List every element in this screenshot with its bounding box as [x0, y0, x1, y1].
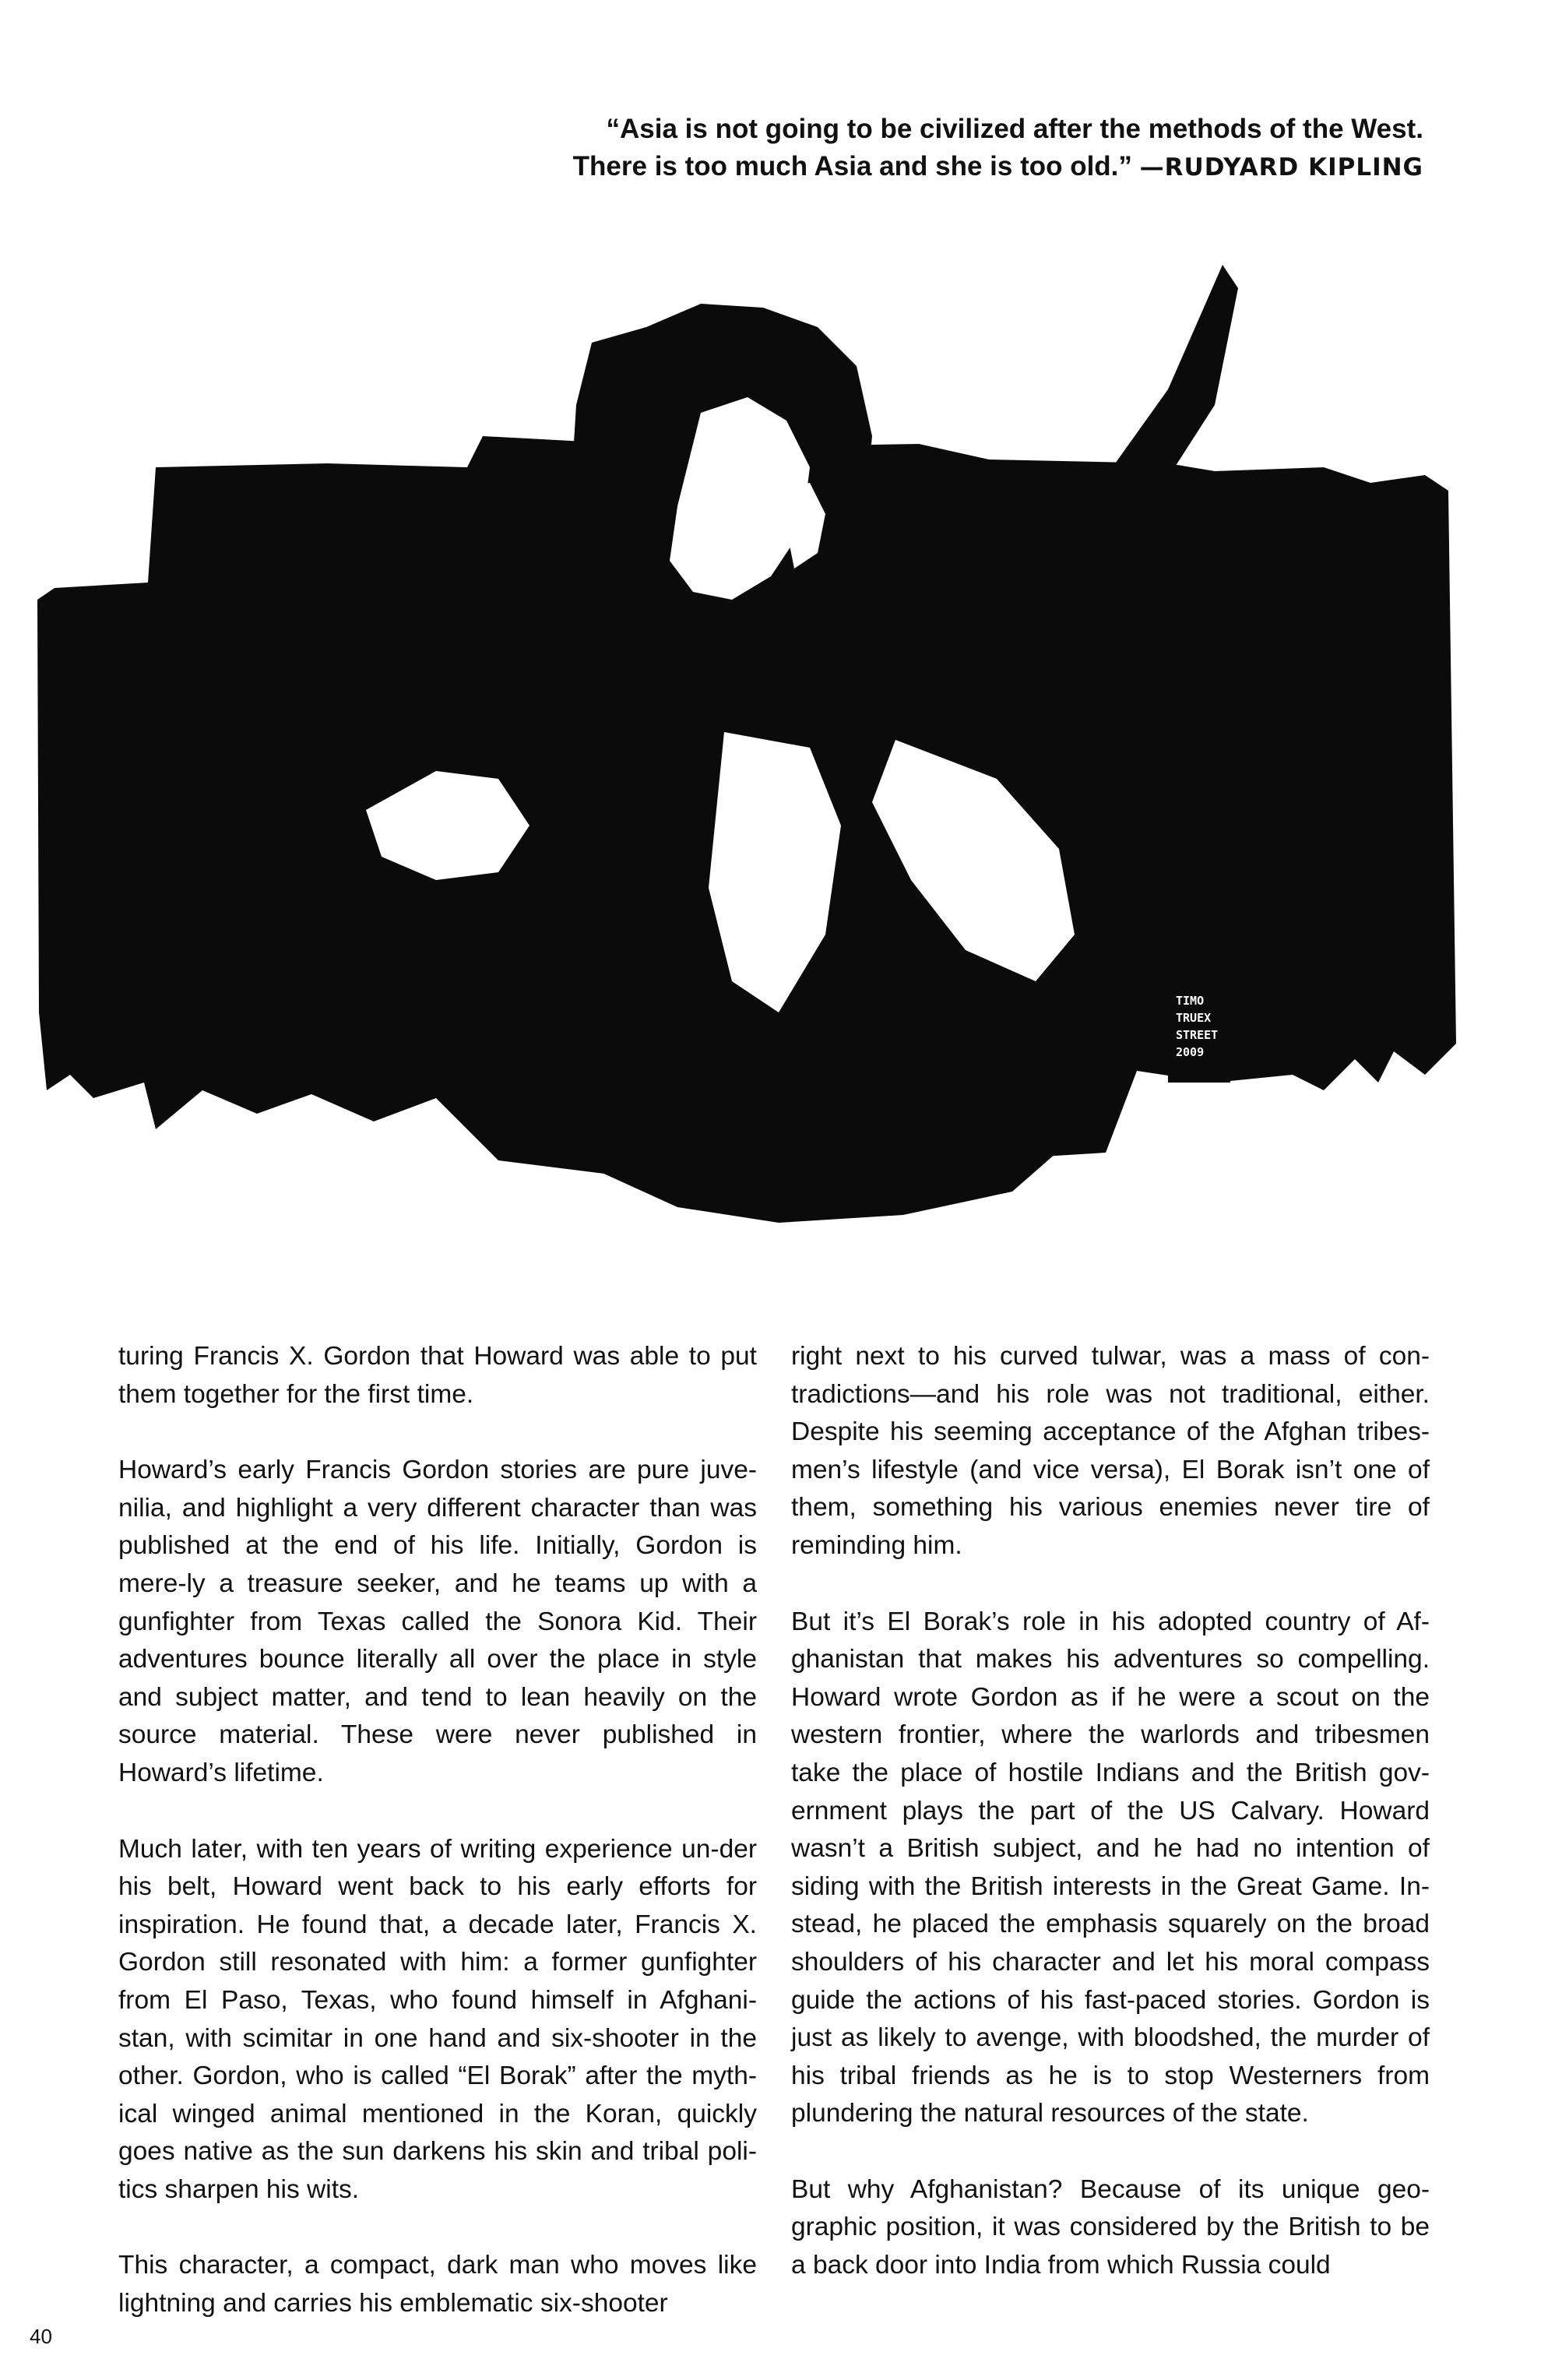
signature-line-2: TRUEX [1176, 1011, 1212, 1025]
paragraph: Howard’s early Francis Gordon stories are pure juve-nilia, and highlight a very different character than was published at the end of his life. Initially, Gordon is mere-ly a treasure seeker, and he teams up with a gunfighter from Texas called the Sonora Kid. Their adventures bounce literally all over the place in style and subject matter, and tend to lean heavily on the source material. These were never published in Howard’s lifetime. [118, 1456, 757, 1787]
text-column-right [791, 1338, 1430, 2323]
page-number: 40 [30, 2325, 52, 2348]
signature-line-1: TIMO [1176, 994, 1205, 1008]
paragraph: But it’s El Borak’s role in his adopted country of Af-ghanistan that makes his adventures so compelling. Howard wrote Gordon as if he were a scout on the western frontier, where the warlords and tribesmen take the place of hostile Indians and the British gov-ernment plays the part of the US Calvary. Howard wasn’t a British subject, and he had no intention of siding with the British interests in the Great Game. In-stead, he placed the emphasis squarely on the broad shoulders of his character and let his moral compass guide the actions of his fast-paced stories. Gordon is just as likely to avenge, with bloodshed, the murder of his tribal friends as he is to stop Westerners from plundering the natural resources of the state. [791, 1607, 1430, 2128]
paragraph: right next to his curved tulwar, was a mass of con-tradictions—and his role was not traditional, either. Despite his seeming acceptance of the Afghan tribes-men’s lifestyle (and vice versa), El Borak isn’t one of them, something his various enemies never tire of reminding him. [791, 1342, 1430, 1560]
quote-line-2-text: There is too much Asia and she is too old.” [572, 151, 1132, 181]
paragraph: Much later, with ten years of writing experience un-der his belt, Howard went back to his early efforts for inspiration. He found that, a decade later, Francis X. Gordon still resonated with him: a former gunfighter from El Paso, Texas, who found himself in Afghani-stan, with scimitar in one hand and six-shooter in the other. Gordon, who is called “El Borak” after the myth-ical winged animal mentioned in the Koran, quickly goes native as the sun darkens his skin and tribal poli-tics sharpen his wits. [118, 1834, 757, 2204]
signature-line-4: 2009 [1176, 1045, 1205, 1059]
text-column-left [118, 1338, 757, 2361]
quote-line-2 [333, 148, 1423, 186]
quote-attribution: —RUDYARD KIPLING [1139, 153, 1423, 181]
paragraph: This character, a compact, dark man who moves like lightning and carries his emblematic six-shooter [118, 2251, 757, 2318]
paragraph: turing Francis X. Gordon that Howard was able to put them together for the first time. [118, 1342, 757, 1409]
signature-line-3: STREET [1176, 1028, 1219, 1042]
paragraph: But why Afghanistan? Because of its unique geo-graphic position, it was considered by the British to be a back door into India from which Russia could [791, 2174, 1430, 2280]
quote-line-1: “Asia is not going to be civilized after the methods of the West. [606, 114, 1423, 144]
illustration-swordsman [0, 234, 1548, 1293]
epigraph-quote [333, 111, 1423, 186]
